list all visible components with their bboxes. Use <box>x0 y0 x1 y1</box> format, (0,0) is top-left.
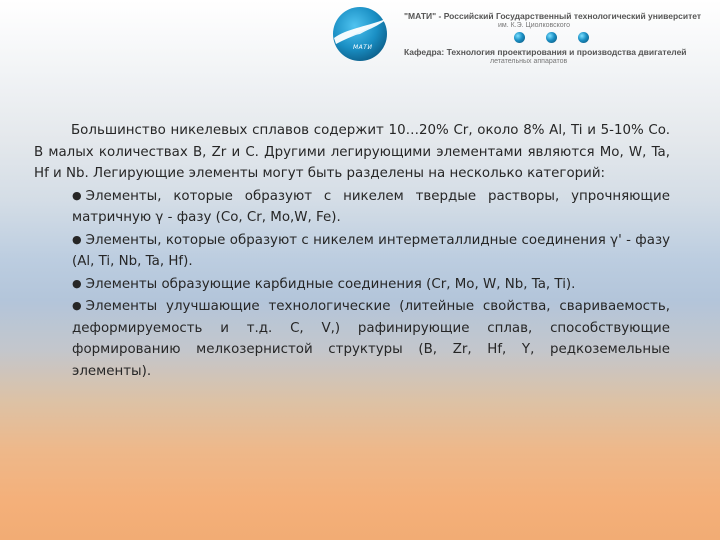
list-item-text: Элементы, которые образуют с никелем интерметаллидные соединения γ' - фазу (Al, Ti, Nb, Ta, Hf). <box>72 232 670 269</box>
university-name: "МАТИ" - Российский Государственный технологический университет <box>404 11 702 21</box>
list-item <box>72 295 670 382</box>
intro-paragraph: Большинство никелевых сплавов содержит 10…20% Cr, около 8% Al, Ti и 5-10% Co. В малых количествах B, Zr и C. Другими легирующими элементами являются Mo, W, Ta, Hf и Nb. Легирующие элементы могут быть разделены на несколько категорий: <box>34 123 670 181</box>
slide-body <box>34 120 670 382</box>
department-name: Кафедра: Технология проектирования и производства двигателей <box>404 47 687 57</box>
decor-ball-icon <box>578 32 589 43</box>
university-subtitle: им. К.Э. Циолковского <box>498 22 570 29</box>
list-item <box>72 273 670 296</box>
department-subtitle: летательных аппаратов <box>490 58 568 65</box>
bullet-icon: ● <box>72 232 82 246</box>
bullet-icon: ● <box>72 188 82 202</box>
list-item <box>72 229 670 273</box>
decor-ball-icon <box>546 32 557 43</box>
mati-logo-icon <box>330 4 390 64</box>
logo-label: МАТИ <box>353 44 373 51</box>
decor-ball-icon <box>514 32 525 43</box>
bullet-icon: ● <box>72 276 82 290</box>
bullet-icon: ● <box>72 299 82 312</box>
header <box>0 0 720 100</box>
list-item <box>72 185 670 229</box>
list-item-text: Элементы улучшающие технологические (литейные свойства, свариваемость, деформируемость и т.д. C, V,) рафинирующие сплав, способствующие формированию мелкозернистой структуры (B, Zr, Hf, Y, редкоземельные элементы). <box>72 299 670 379</box>
list-item-text: Элементы образующие карбидные соединения (Cr, Mo, W, Nb, Ta, Ti). <box>85 276 576 292</box>
list-item-text: Элементы, которые образуют с никелем твердые растворы, упрочняющие матричную γ - фазу (Co, Cr, Mo,W, Fe). <box>72 188 670 225</box>
